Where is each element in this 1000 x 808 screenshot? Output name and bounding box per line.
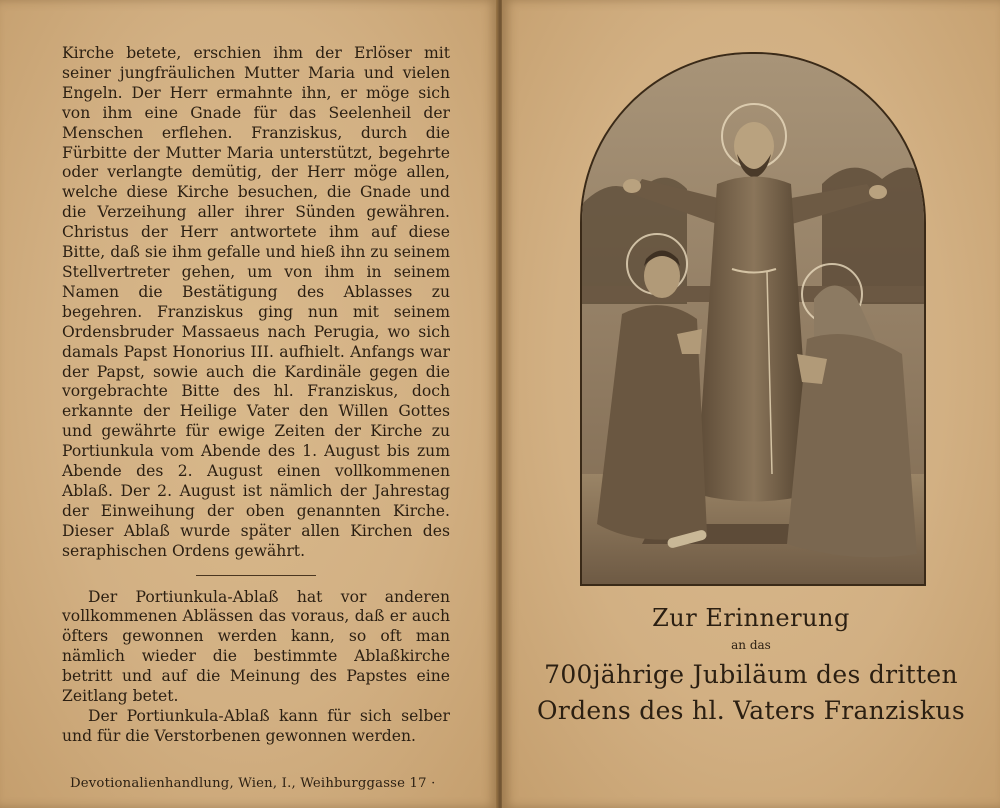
publisher-imprint: Devotionalienhandlung, Wien, I., Weihburggasse 17 ·: [70, 776, 436, 791]
paragraph-2: Der Portiunkula-Ablaß hat vor anderen vollkommenen Ablässen das voraus, daß er auch öfters gewonnen werden kann, so oft man nämlich wieder die bestimmte Ablaßkirche betritt und auf die Meinung des Papstes eine Zeitlang betet.: [62, 587, 450, 706]
illustration-drawing: [582, 54, 924, 584]
divider-line: [196, 575, 316, 576]
caption-subtitle-line2: Ordens des hl. Vaters Franziskus: [537, 696, 965, 725]
caption-subtitle-line1: 700jährige Jubiläum des dritten: [544, 660, 958, 689]
right-page: [502, 0, 1000, 808]
caption-title: Zur Erinnerung: [652, 604, 850, 632]
saint-francis-illustration: [580, 52, 926, 586]
paragraph-1: Kirche betete, erschien ihm der Erlöser mit seiner jungfräulichen Mutter Maria und vielen Engeln. Der Herr ermahnte ihn, er möge sich von ihm eine Gnade für das Seelenheil der Menschen erflehen. Franziskus, durch die Fürbitte der Mutter Maria unterstützt, begehrte oder verlangte demütig, der Herr möge allen, welche diese Kirche besuchen, die Gnade und die Verzeihung aller ihrer Sünden gewähren. Christus der Herr antwortete ihm auf diese Bitte, daß sie ihm gefalle und hieß ihn zu seinem Stellvertreter gehen, um von ihm in seinem Namen die Bestätigung des Ablasses zu begehren. Franziskus ging nun mit seinem Ordensbruder Massaeus nach Perugia, wo sich damals Papst Honorius III. aufhielt. Anfangs war der Papst, sowie auch die Kardinäle gegen die vorgebrachte Bitte des hl. Franziskus, doch erkannte der Heilige Vater den Willen Gottes und gewährte für ewige Zeiten der Kirche zu Portiunkula vom Abende des 1. August bis zum Abende des 2. August einen vollkommenen Ablaß. Der 2. August ist nämlich der Jahrestag der Einweihung der oben genannten Kirche. Dieser Ablaß wurde später allen Kirchen des seraphischen Ordens gewährt.: [62, 44, 450, 560]
body-text: [62, 44, 450, 747]
paragraph-3: Der Portiunkula-Ablaß kann für sich selber und für die Verstorbenen gewonnen werden.: [62, 707, 450, 745]
caption-connector: an das: [731, 638, 771, 652]
left-page: [0, 0, 498, 808]
